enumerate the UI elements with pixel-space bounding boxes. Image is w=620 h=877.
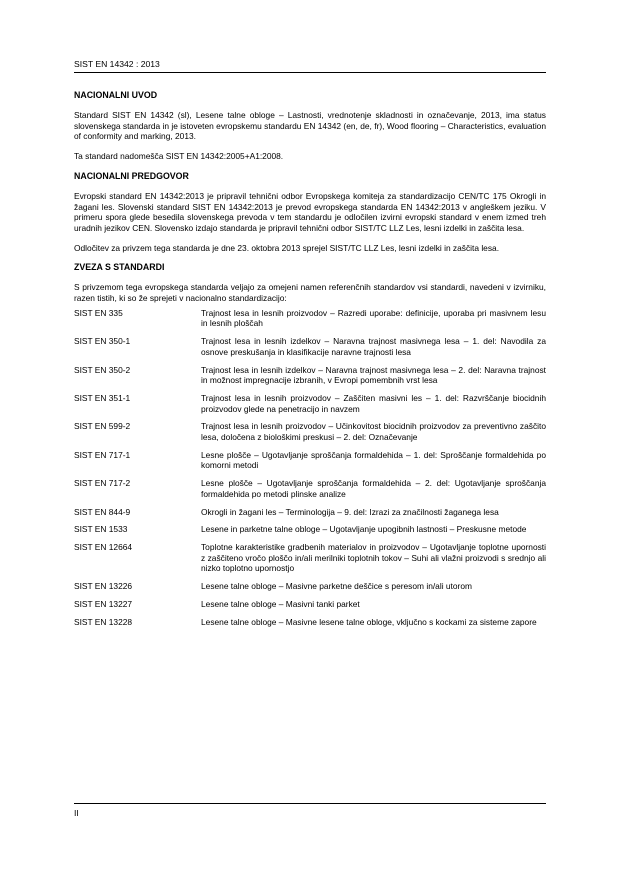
reference-title: Lesene talne obloge – Masivne lesene talne obloge, vključno s kockami za sisteme zapore — [201, 616, 537, 627]
reference-title: Toplotne karakteristike gradbenih materialov in proizvodov – Ugotavljanje toplotne upornosti z zaščiteno vročo ploščo in/ali merilniki toplotnih tokov – Suhi ali vlažni proizvodi s srednjo ali nizko toplotno upornostjo — [201, 541, 546, 574]
section-national-intro — [74, 90, 546, 162]
section-heading: NACIONALNI UVOD — [74, 90, 158, 100]
reference-row — [74, 524, 546, 535]
reference-list — [74, 308, 546, 627]
reference-title: Okrogli in žagani les – Terminologija – 9. del: Izrazi za značilnosti žaganega lesa — [201, 506, 499, 517]
reference-row — [74, 507, 546, 518]
reference-title: Trajnost lesa in lesnih proizvodov – Razredi uporabe: definicije, uporaba pri masivnem lesu in lesnih ploščah — [201, 307, 546, 329]
reference-title: Trajnost lesa in lesnih izdelkov – Naravna trajnost masivnega lesa – 1. del: Navodila za osnove preskušanja in klasifikacije naravne trajnosti lesa — [201, 336, 546, 357]
section-national-foreword — [74, 171, 546, 254]
paragraph: S privzemom tega evropskega standarda veljajo za omejeni namen referenčnih standardov vsi standardi, navedeni v izvirniku, razen tistih, ki so že sprejeti v nacionalno standardizacijo: — [74, 282, 546, 304]
reference-title: Lesne plošče – Ugotavljanje sproščanja formaldehida – 2. del: Ugotavljanje sproščanja formaldehida po metodi plinske analize — [201, 478, 546, 499]
reference-row — [74, 393, 546, 414]
header-divider — [74, 72, 546, 73]
page-content — [74, 90, 546, 634]
reference-code: SIST EN 335 — [74, 307, 123, 318]
reference-row — [74, 450, 546, 471]
reference-code: SIST EN 350-1 — [74, 336, 131, 347]
reference-title: Lesene in parketne talne obloge – Ugotavljanje upogibnih lastnosti – Preskusne metode — [201, 524, 527, 535]
reference-title: Lesene talne obloge – Masivne parketne deščice s peresom in/ali utorom — [201, 581, 472, 592]
reference-code: SIST EN 599-2 — [74, 421, 131, 432]
reference-code: SIST EN 717-1 — [74, 449, 131, 460]
section-heading: NACIONALNI PREDGOVOR — [74, 170, 189, 181]
reference-code: SIST EN 350-2 — [74, 364, 131, 375]
reference-row — [74, 478, 546, 499]
reference-code: SIST EN 1533 — [74, 524, 128, 535]
reference-title: Lesne plošče – Ugotavljanje sproščanja formaldehida – 1. del: Sproščanje formaldehida po komorni metodi — [201, 449, 546, 471]
footer-divider — [74, 803, 546, 804]
reference-code: SIST EN 844-9 — [74, 506, 131, 517]
paragraph: Ta standard nadomešča SIST EN 14342:2005+A1:2008. — [74, 151, 284, 162]
reference-row — [74, 542, 546, 574]
page-number: II — [74, 808, 79, 818]
reference-code: SIST EN 717-2 — [74, 478, 131, 489]
reference-row — [74, 599, 546, 610]
reference-title: Lesene talne obloge – Masivni tanki parket — [201, 598, 360, 609]
reference-code: SIST EN 13226 — [74, 581, 133, 592]
reference-row — [74, 581, 546, 592]
paragraph: Evropski standard EN 14342:2013 je pripravil tehnični odbor Evropskega komiteja za standardizacijo CEN/TC 175 Okrogli in žagani les. Slovenski standard SIST EN 14342:2013 je prevod evropskega standarda EN 14342:2013 v angleškem jeziku. V primeru spora glede besedila slovenskega prevoda v tem standardu je odločilen izvirni evropski standard v enem izmed treh uradnih jezikov CEN. Slovensko izdajo standarda je pripravil tehnični odbor SIST/TC LLZ Les, lesni izdelki in zaščita lesa. — [74, 190, 546, 233]
page-header: SIST EN 14342 : 2013 — [74, 59, 160, 69]
section-related-standards — [74, 262, 546, 627]
reference-row — [74, 421, 546, 442]
reference-title: Trajnost lesa in lesnih proizvodov – Zaščiten masivni les – 1. del: Razvrščanje biocidnih proizvodov glede na penetracijo in navzem — [201, 392, 546, 414]
document-page — [74, 0, 546, 877]
reference-title: Trajnost lesa in lesnih izdelkov – Naravna trajnost masivnega lesa – 2. del: Naravna trajnost in možnost impregnacije izbranih, v Evropi pomembnih vrst lesa — [201, 364, 546, 386]
paragraph: Odločitev za privzem tega standarda je dne 23. oktobra 2013 sprejel SIST/TC LLZ Les, lesni izdelki in zaščita lesa. — [74, 242, 500, 253]
paragraph: Standard SIST EN 14342 (sl), Lesene talne obloge – Lastnosti, vrednotenje skladnosti in označevanje, 2013, ima status slovenskega standarda in je istoveten evropskemu standardu EN 14342 (en, de, fr), Wood flooring – Characteristics, evaluation of conformity and marking, 2013. — [74, 110, 546, 142]
reference-title: Trajnost lesa in lesnih proizvodov – Učinkovitost biocidnih proizvodov za preventivno zaščito lesa, določena z biološkimi preskusi – 2. del: Označevanje — [201, 421, 546, 443]
reference-code: SIST EN 12664 — [74, 541, 133, 552]
reference-row — [74, 308, 546, 329]
reference-row — [74, 365, 546, 386]
section-heading: ZVEZA S STANDARDI — [74, 262, 165, 273]
reference-row — [74, 617, 546, 628]
reference-code: SIST EN 13227 — [74, 598, 133, 609]
reference-code: SIST EN 351-1 — [74, 392, 131, 403]
reference-code: SIST EN 13228 — [74, 616, 133, 627]
reference-row — [74, 336, 546, 357]
